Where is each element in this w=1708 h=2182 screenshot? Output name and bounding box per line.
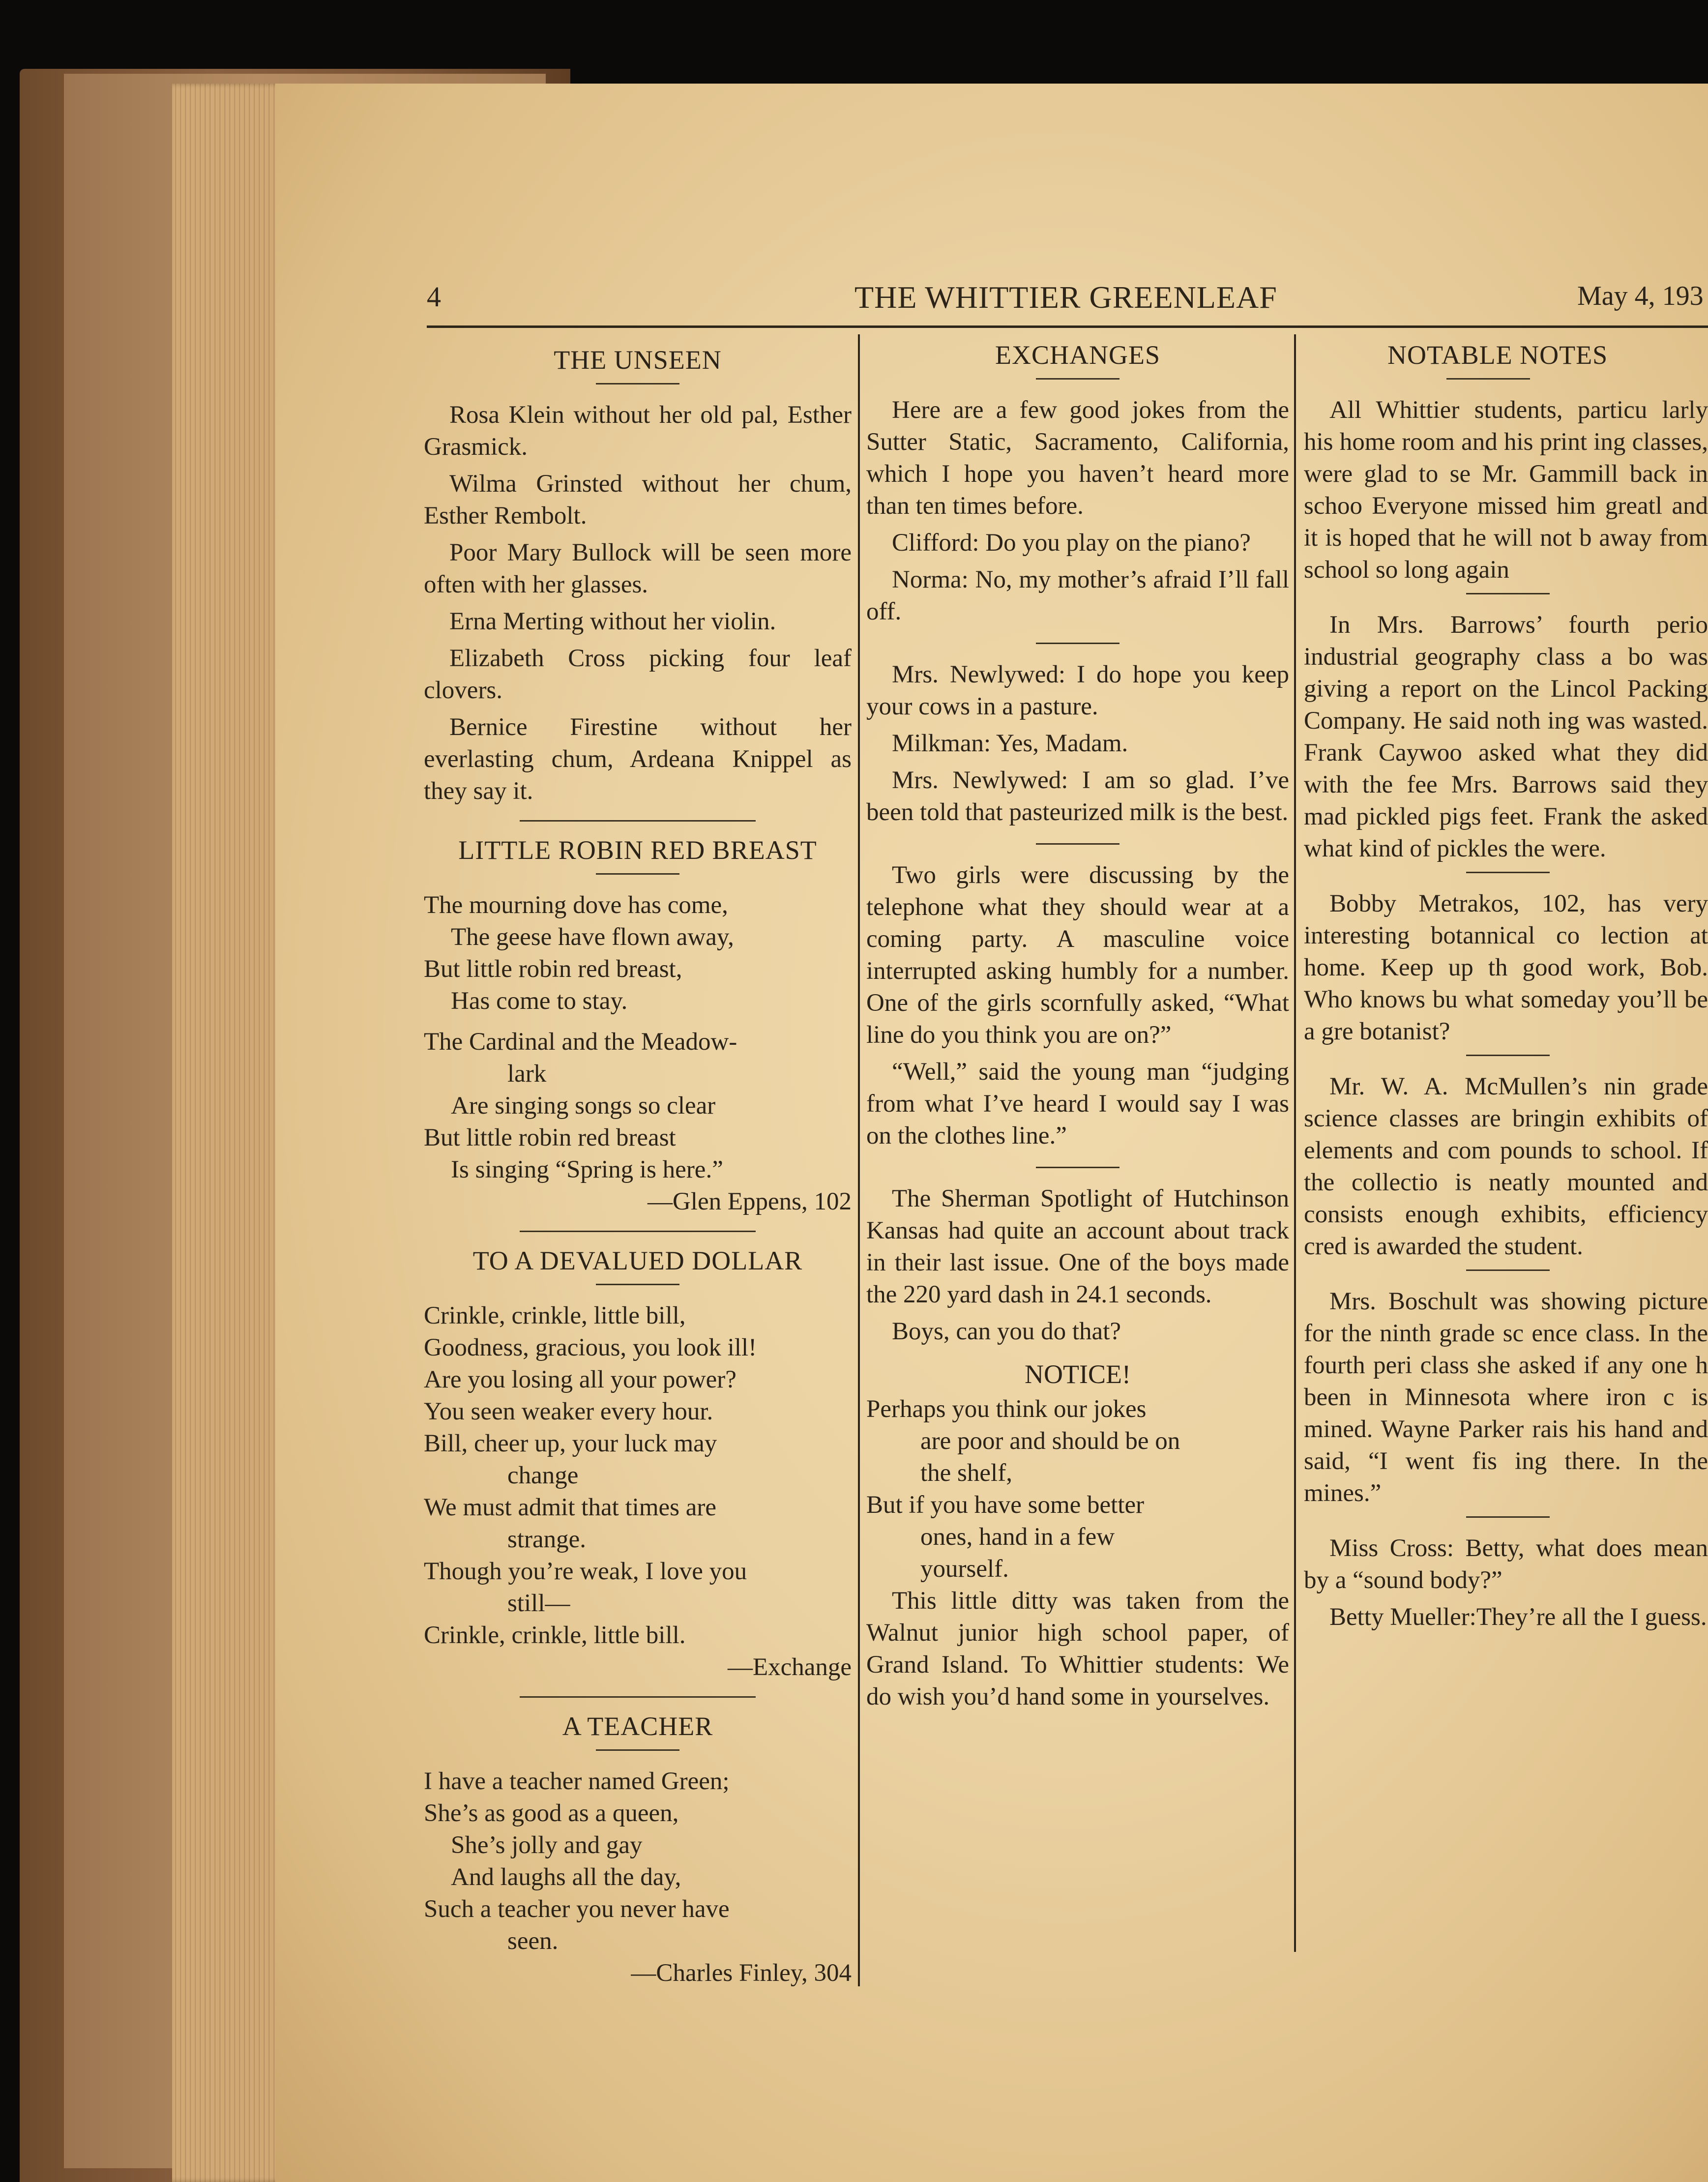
poem-a-teacher [424,1710,852,1989]
joke-line: Clifford: Do you play on the piano? [892,529,1251,557]
poem-line: Are you losing all your power? [424,1366,736,1393]
article-title: EXCHANGES [995,340,1160,370]
section-rule [520,1696,756,1698]
poem-line: We must admit that times are [424,1494,716,1521]
column-3 [1304,339,1708,2001]
joke-line: Norma: No, my mother’s afraid I’ll fall off. [866,566,1289,625]
title-rule [596,1749,679,1751]
poem-line: And laughs all the day, [451,1863,681,1891]
poem-line: strange. [507,1526,587,1553]
publication-date: May 4, 193 [1577,281,1704,311]
joke-rule [1036,1167,1119,1168]
column-1 [424,344,852,1989]
unseen-line: Bernice Firestine without her everlasting chum, Ardeana Knippel as they say it. [424,713,852,805]
column-divider-2 [1294,334,1296,1952]
poem-author: —Exchange [727,1653,852,1681]
poem-line: But little robin red breast, [424,955,682,983]
poem-line: Goodness, gracious, you look ill! [424,1334,757,1361]
note-item: All Whittier students, particu larly his home room and his print ing classes, were glad to se Mr. Gammill back in schoo Everyone missed him greatl and it is hoped that he will not b away from school so long again [1304,396,1708,584]
poem-line: The mourning dove has come, [424,891,728,919]
poem-line: Is singing “Spring is here.” [451,1156,723,1183]
header-rule [427,325,1708,328]
exchanges-intro: Here are a few good jokes from the Sutter Static, Sacramento, California, which I hope you haven’t heard more than ten times before. [866,396,1289,520]
poem-author: —Charles Finley, 304 [631,1959,852,1987]
poem-line: You seen weaker every hour. [424,1398,713,1425]
title-rule [1446,378,1530,380]
poem-line: I have a teacher named Green; [424,1768,730,1795]
poem-line: Such a teacher you never have [424,1895,730,1923]
section-rule [520,1231,756,1232]
poem-line: Has come to stay. [451,987,628,1015]
article-the-unseen [424,344,852,807]
note-item: In Mrs. Barrows’ fourth perio industrial geography class a bo was giving a report on the Lincol Packing Company. He said noth ing was wasted. Frank Caywoo asked what they did with the fee Mrs. Barrows said they mad pickled pigs feet. Frank the asked what kind of pickles the were. [1304,611,1708,862]
joke-line: Two girls were discussing by the telephone what they should wear at a coming party. A masculine voice interrupted asking humbly for a number. One of the girls scornfully asked, “What line do you think you are on?” [866,861,1289,1049]
notice-line: yourself. [920,1555,1009,1583]
note-item: Mr. W. A. McMullen’s nin grade science classes are bringin exhibits of elements and com pounds to school. If the collectio is neatly mounted and consists enough exhibits, efficiency cred is awarded the student. [1304,1073,1708,1260]
column-2 [866,339,1289,1718]
poem-line: lark [507,1060,547,1088]
notice-title: NOTICE! [1025,1359,1131,1389]
poem-line: change [507,1462,579,1489]
joke-line: Milkman: Yes, Madam. [892,730,1128,757]
poem-line: Crinkle, crinkle, little bill. [424,1622,686,1649]
poem-line: Bill, cheer up, your luck may [424,1430,717,1457]
column-divider-1 [858,334,860,1986]
page-edges [172,84,285,2182]
poem-line: But little robin red breast [424,1124,676,1151]
note-rule [1466,593,1550,594]
note-item: Betty Mueller:They’re all the I guess. [1329,1603,1707,1631]
unseen-line: Elizabeth Cross picking four leaf clovers. [424,645,852,704]
note-item: Miss Cross: Betty, what does mean by a “sound body?” [1304,1534,1708,1594]
title-rule [596,383,679,384]
article-title: TO A DEVALUED DOLLAR [472,1246,803,1275]
unseen-line: Poor Mary Bullock will be seen more often with her glasses. [424,539,852,598]
article-title: THE UNSEEN [554,345,722,375]
track-paragraph: The Sherman Spotlight of Hutchinson Kansas had quite an account about track in their last issue. One of the boys made the 220 yard dash in 24.1 seconds. [866,1185,1289,1308]
note-item: Bobby Metrakos, 102, has very interesting botannical co lection at home. Keep up th good work, Bob. Who knows bu what someday you’ll be a gre botanist? [1304,890,1708,1045]
notice-closing: This little ditty was taken from the Walnut junior high school paper, of Grand Island. To Whittier students: We do wish you’d hand some in yourselves. [866,1587,1289,1710]
notice-line: Perhaps you think our jokes [866,1395,1147,1423]
poem-devalued-dollar [424,1245,852,1683]
masthead [427,270,1708,315]
poem-line: She’s jolly and gay [451,1831,643,1859]
note-rule [1466,872,1550,873]
joke-line: “Well,” said the young man “judging from what I’ve heard I would say I was on the clothes line.” [866,1058,1289,1150]
notice-line: are poor and should be on [920,1427,1180,1455]
poem-line: The Cardinal and the Meadow- [424,1028,737,1056]
poem-line: Crinkle, crinkle, little bill, [424,1302,686,1329]
section-rule [520,820,756,822]
notice-line: But if you have some better [866,1491,1145,1519]
joke-line: Mrs. Newlywed: I do hope you keep your cows in a pasture. [866,661,1289,720]
poem-line: She’s as good as a queen, [424,1799,679,1827]
article-title: A TEACHER [562,1711,713,1741]
poem-little-robin [424,834,852,1218]
unseen-line: Wilma Grinsted without her chum, Esther Rembolt. [424,470,852,530]
note-item: Mrs. Boschult was showing picture for the ninth grade sc ence class. In the fourth peri class she asked if any one h been in Minnesota where iron c is mined. Wayne Parker rais his hand and said, “I went fis ing there. In the mines.” [1304,1288,1708,1507]
paper-name: THE WHITTIER GREENLEAF [854,280,1277,315]
title-rule [596,873,679,875]
poem-line: seen. [507,1927,559,1955]
poem-line: The geese have flown away, [451,923,734,951]
unseen-line: Erna Merting without her violin. [449,608,776,635]
joke-rule [1036,843,1119,845]
note-rule [1466,1269,1550,1271]
page-number: 4 [427,281,441,313]
poem-line: Are singing songs so clear [451,1092,716,1120]
poem-line: still— [507,1590,570,1617]
poem-author: —Glen Eppens, 102 [647,1188,852,1215]
article-title: NOTABLE NOTES [1387,340,1608,370]
notice-line: the shelf, [920,1459,1012,1487]
title-rule [596,1284,679,1285]
joke-line: Mrs. Newlywed: I am so glad. I’ve been told that pasteurized milk is the best. [866,767,1289,826]
joke-rule [1036,643,1119,644]
notice-line: ones, hand in a few [920,1523,1115,1551]
unseen-line: Rosa Klein without her old pal, Esther Grasmick. [424,401,852,461]
article-title: LITTLE ROBIN RED BREAST [458,835,817,865]
note-rule [1466,1516,1550,1518]
title-rule [1036,378,1119,380]
poem-line: Though you’re weak, I love you [424,1558,747,1585]
track-paragraph: Boys, can you do that? [892,1318,1121,1345]
note-rule [1466,1055,1550,1056]
